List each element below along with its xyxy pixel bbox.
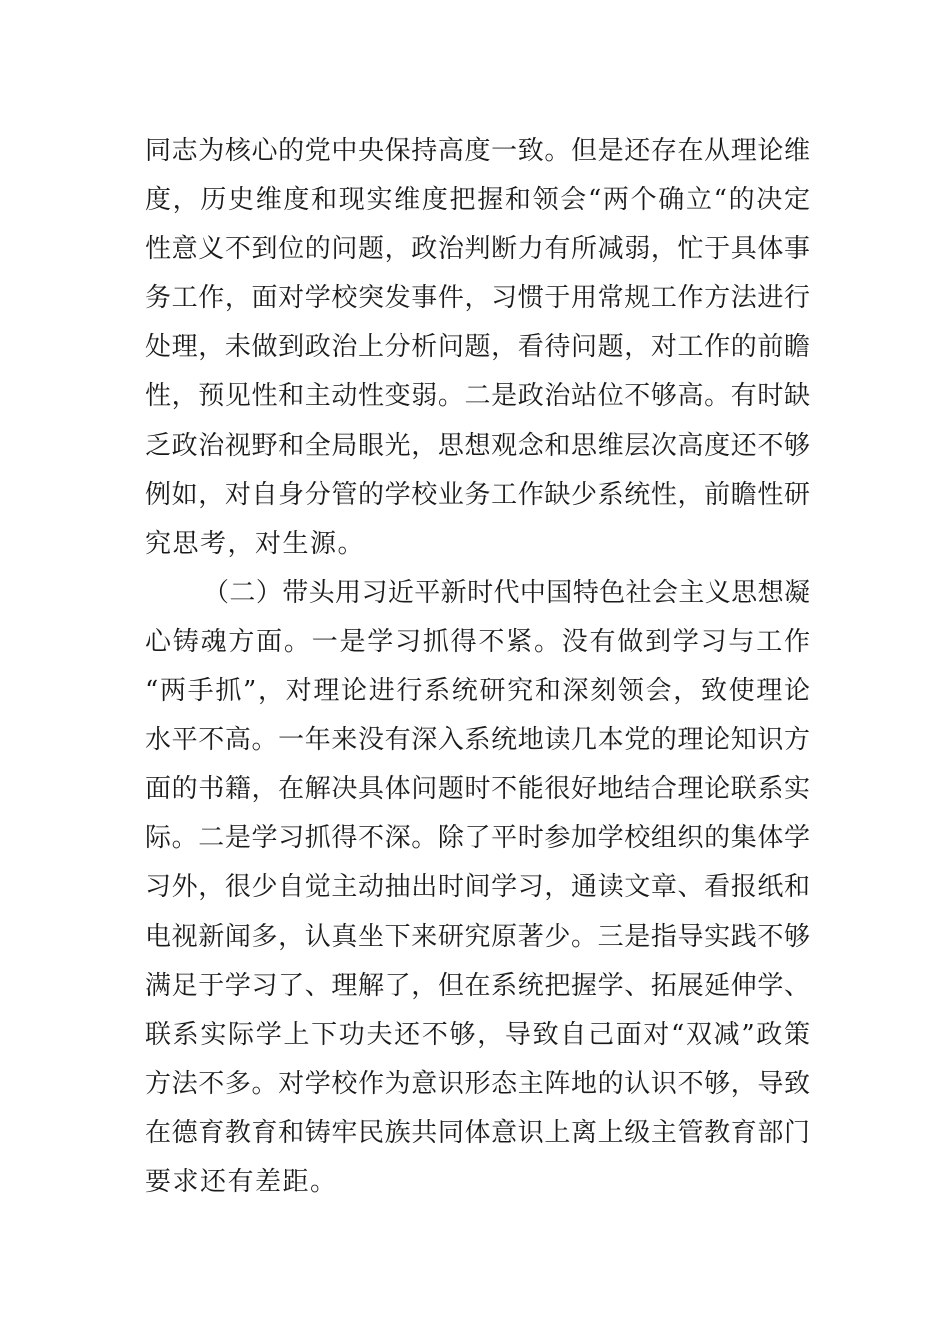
text-line: 例如，对自身分管的学校业务工作缺少系统性，前瞻性研: [145, 479, 810, 510]
text-line: “两手抓”，对理论进行系统研究和深刻领会，致使理论: [145, 676, 810, 707]
text-line: 要求还有差距。: [145, 1166, 338, 1197]
body-text: [145, 127, 810, 1207]
text-line: 习外，很少自觉主动抽出时间学习，通读文章、看报纸和: [145, 872, 810, 903]
text-line: 方法不多。对学校作为意识形态主阵地的认识不够，导致: [145, 1068, 810, 1099]
text-line: 电视新闻多，认真坐下来研究原著少。三是指导实践不够: [145, 921, 810, 952]
text-line: 处理，未做到政治上分析问题，看待问题，对工作的前瞻: [145, 332, 810, 363]
text-line: 性意义不到位的问题，政治判断力有所减弱，忙于具体事: [145, 234, 810, 265]
text-line: 乏政治视野和全局眼光，思想观念和思维层次高度还不够: [145, 430, 810, 461]
text-line: 心铸魂方面。一是学习抓得不紧。没有做到学习与工作: [145, 626, 810, 657]
text-line: 面的书籍，在解决具体问题时不能很好地结合理论联系实: [145, 774, 810, 805]
text-line: 水平不高。一年来没有深入系统地读几本党的理论知识方: [145, 725, 810, 756]
text-line: 满足于学习了、理解了，但在系统把握学、拓展延伸学、: [145, 970, 810, 1001]
text-line: 在德育教育和铸牢民族共同体意识上离上级主管教育部门: [145, 1117, 810, 1148]
text-line: 联系实际学上下功夫还不够，导致自己面对“双减”政策: [145, 1019, 810, 1050]
text-line: 性，预见性和主动性变弱。二是政治站位不够高。有时缺: [145, 381, 810, 412]
text-line: 同志为核心的党中央保持高度一致。但是还存在从理论维: [145, 136, 810, 166]
text-line: 究思考，对生源。: [145, 528, 366, 559]
text-line: 务工作，面对学校突发事件，习惯于用常规工作方法进行: [145, 283, 810, 314]
text-line: 度，历史维度和现实维度把握和领会“两个确立“的决定: [145, 185, 810, 216]
text-line: 际。二是学习抓得不深。除了平时参加学校组织的集体学: [145, 823, 810, 854]
section-heading-line: （二）带头用习近平新时代中国特色社会主义思想凝: [203, 577, 810, 608]
